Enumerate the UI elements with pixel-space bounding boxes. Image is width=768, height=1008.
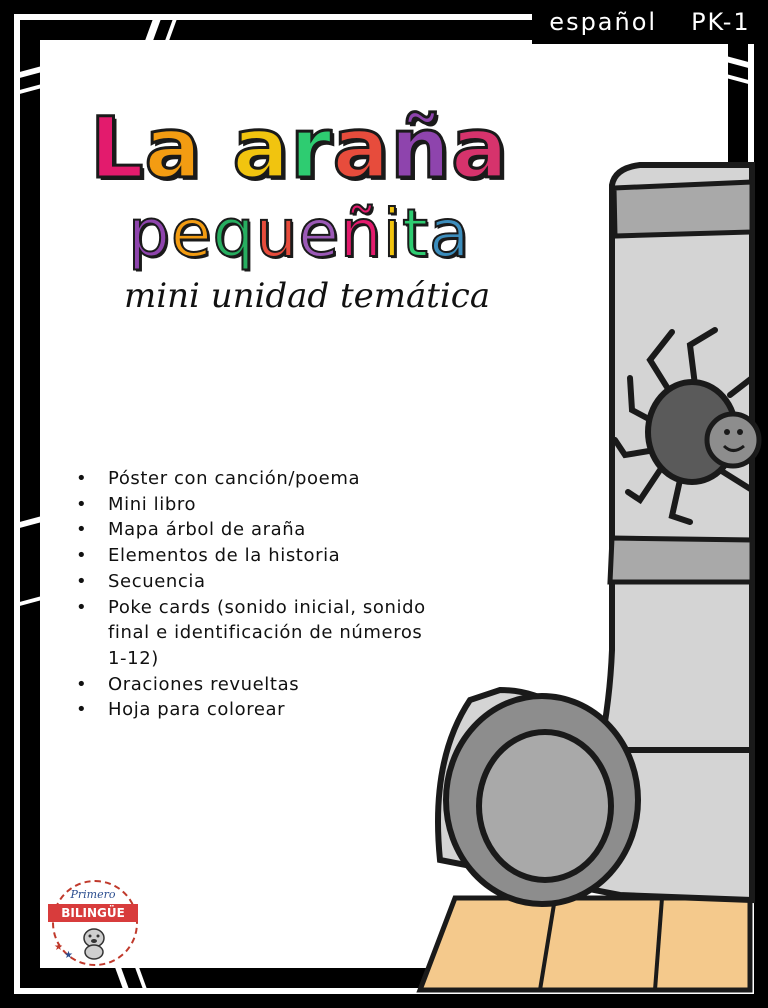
title-line1-letter: L (90, 99, 145, 197)
title-line1-letter: a (451, 99, 509, 197)
title-line2-letter: e (298, 195, 340, 272)
title-line2-letter: e (170, 195, 213, 272)
title-line2-letter: t (402, 195, 429, 272)
title-tagline: mini unidad temática (124, 276, 491, 316)
brick-ground (420, 898, 750, 990)
badge-grade: PK-1 (691, 8, 751, 36)
spout-band-top (614, 182, 752, 236)
spout-band-middle (610, 538, 752, 582)
star-icon: ★ (64, 950, 73, 961)
title-line-2 (128, 195, 550, 272)
title-line1-letter: a (332, 99, 391, 197)
title-line1-letter (202, 99, 232, 197)
feature-list (76, 466, 436, 723)
title-line1-letter: ñ (390, 99, 452, 197)
feature-item: • Elementos de la historia (76, 543, 436, 569)
title-line2-letter: u (255, 195, 299, 272)
feature-item: • Póster con canción/poema (76, 466, 436, 492)
primero-bilingue-logo-icon (48, 880, 138, 964)
title-line2-letter: i (382, 195, 403, 272)
grade-badge (532, 0, 768, 44)
logo-top-text: Primero (70, 888, 116, 901)
star-icon: ★ (54, 942, 63, 953)
title-line2-letter: a (428, 195, 471, 272)
feature-item: • Hoja para colorear (76, 697, 436, 723)
dog-icon (78, 924, 110, 960)
title-line1-letter: a (232, 99, 291, 197)
title-line2-letter: p (128, 195, 171, 272)
title-line2-letter: ñ (339, 195, 383, 272)
title-line2-letter: q (212, 195, 256, 272)
cover-title (90, 100, 550, 316)
title-line1-letter: r (290, 99, 333, 197)
feature-item: • Secuencia (76, 569, 436, 595)
feature-item: • Mapa árbol de araña (76, 517, 436, 543)
badge-language: español (549, 8, 658, 36)
feature-item: • Oraciones revueltas (76, 672, 436, 698)
feature-item: • Mini libro (76, 492, 436, 518)
feature-item: • Poke cards (sonido inicial, sonido final e identificación de números 1-12) (76, 595, 436, 672)
title-line-1 (90, 100, 550, 196)
spider-head (707, 414, 759, 466)
title-line1-letter: a (144, 99, 203, 197)
logo-band-text: BILINGÜE (48, 904, 138, 922)
